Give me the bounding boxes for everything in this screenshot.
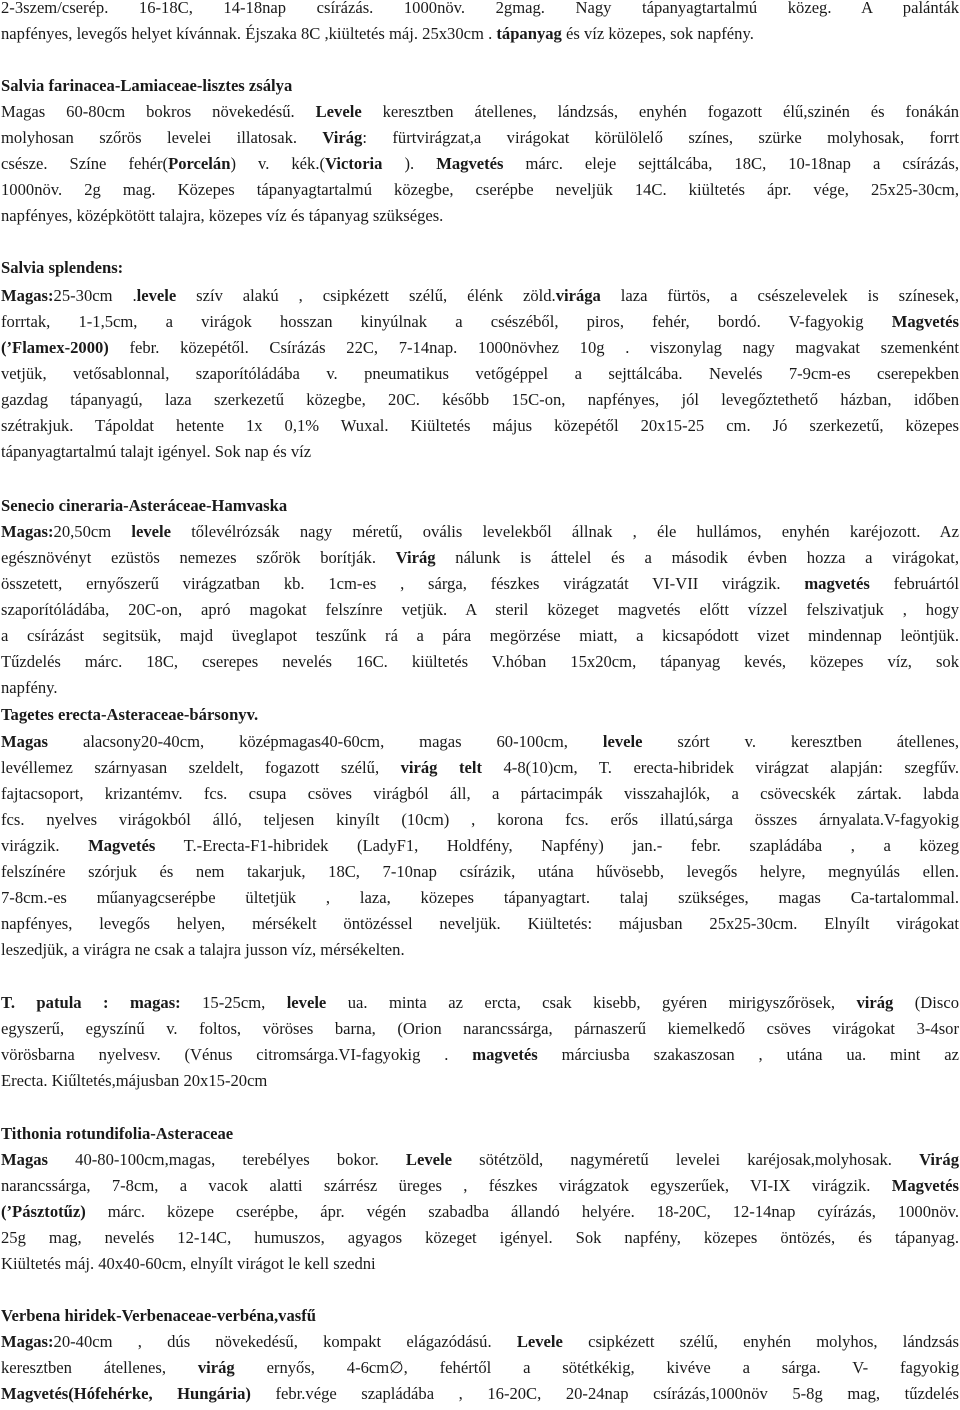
bold-text-run: Virág [395,548,436,567]
text-line [1,782,959,806]
text-run: márc. közepe cserépbe, ápr. végén szabadba állandó helyére. 18-20C, 12-14nap cyírázás, 1000növ. [85,1202,959,1221]
text-run: 15-25cm, [180,993,287,1012]
text-run: : fürtvirágzat,a virágokat körülölelő színes, szürke molyhosak, forrt [362,128,959,147]
text-run: keresztben átellenes, [1,1358,198,1377]
text-run: egésznövényt ezüstös nemezes szőrök borítják. [1,548,396,567]
text-run: alacsony20-40cm, középmagas40-60cm, magas 60-100cm, [48,732,603,751]
text-run: 2-3szem/cserép. 16-18C, 14-18nap csírázás. 1000növ. 2gmag. Nagy tápanyagtartalmú közeg. A palánták [1,0,959,17]
bold-text-run: levele [602,732,643,751]
text-run: a csírázást segitsük, majd üveglapot teszűnk rá a pára megörzése miatt, a kicsapódott vizet mindennap leöntjük. [1,626,959,645]
text-line [1,494,959,518]
bold-text-run: Salvia splendens: [1,258,124,277]
text-run: laza fürtös, a csészelevelek is színesek, [600,286,959,305]
bold-text-run: magvetés [804,574,870,593]
text-run: febr.vége szapládába , 16-20C, 20-24nap csírázás,1000növ 5-8g mag, tűzdelés [250,1384,959,1403]
text-line [1,703,959,727]
text-run: februártól [869,574,959,593]
bold-text-run: Verbena hiridek-Verbenaceae-verbéna,vasfű [1,1306,316,1325]
bold-text-run: virág [197,1358,235,1377]
text-run: nálunk is áttelel és a második évben hozza a virágokat, [435,548,959,567]
text-run: szív alakú , csipkézett szélű, élénk zöld. [176,286,556,305]
text-line [1,100,959,124]
bold-text-run: virág [856,993,894,1012]
text-line [1,546,959,570]
text-run: fcs. nyelves virágokból álló, teljesen kinyílt (10cm) , korona fcs. erős illatú,sárga összes árnyalata.V-fagyokig [1,810,959,829]
text-line [1,1200,959,1224]
text-line [1,834,959,858]
text-line [1,756,959,780]
text-line [1,912,959,936]
text-run: napfényes, levegős helyet kívánnak. Éjszaka 8C ,kiültetés máj. 25x30cm . [1,24,497,43]
text-run: sötétzöld, nagyméretű levelei karéjosak,molyhosak. [452,1150,920,1169]
bold-text-run: Magas: [1,1332,54,1351]
text-line [1,256,959,280]
text-run: forrtak, 1-1,5cm, a virágok hosszan kinyúlnak a csészéből, piros, fehér, bordó. V-fagyokig [1,312,892,331]
bold-text-run: levele [131,522,171,541]
text-line [1,1304,959,1328]
text-run: vetjük, vetősablonnal, szaporítóládába v. pneumatikus vetőgéppel a sejttálcába. Nevelés 7-9cm-es cserepekben [1,364,959,383]
bold-text-run: Magas [1,732,49,751]
bold-text-run: levele [286,993,327,1012]
text-run: virágzik. [1,836,89,855]
text-run: 20-40cm , dús növekedésű, kompakt elágazódású. [53,1332,517,1351]
text-run: napfényes, középkötött talajra, közepes víz és tápanyag szükséges. [1,206,444,225]
text-line [1,1174,959,1198]
text-run: tőlevélrózsák nagy méretű, ovális levelekből állnak , éle hullámos, enyhén karéjozott. Az [170,522,959,541]
text-line [1,938,959,962]
bold-text-run: Magas: [1,522,54,541]
bold-text-run: Levele [405,1150,452,1169]
text-line [1,1226,959,1250]
text-run: csésze. Színe fehér( [1,154,169,173]
text-run: gazdag tápanyagú, laza szerkezetű közegbe, 20C. később 15C-on, napfényes, jól levegőztethető házban, időben [1,390,959,409]
bold-text-run: Magvetés [891,1176,959,1195]
text-line [1,730,959,754]
bold-text-run: Senecio cineraria-Asteráceae-Hamvaska [1,496,288,515]
bold-text-run: Levele [516,1332,563,1351]
text-run: febr. közepétől. Csírázás 22C, 7-14nap. 1000növhez 10g . viszonylag nagy magvakat szemenként [108,338,959,357]
text-line [1,1017,959,1041]
text-line [1,22,959,46]
text-run: 7-8cm.-es műanyagcserépbe ültetjük , laza, közepes tápanyagtart. talaj szükséges, magas Ca-tartalommal. [1,888,959,907]
text-run: összetett, ernyőszerű virágzatban kb. 1cm-es , sárga, fészkes virágzatát VI-VII virágzik. [1,574,805,593]
text-run: 1000növ. 2g mag. Közepes tápanyagtartalmú közegbe, cserépbe neveljük 14C. kiültetés ápr. vége, 25x25-30cm, [1,180,959,199]
bold-text-run: levele [136,286,177,305]
bold-text-run: Levele [315,102,362,121]
text-line [1,1330,959,1354]
text-run: napfény. [1,678,58,697]
bold-text-run: Magas: [1,286,54,305]
text-run: T.-Erecta-F1-hibridek (LadyF1, Holdfény, Napfény) jan.- febr. szapládába , a közeg [155,836,959,855]
bold-text-run: Magvetés [891,312,959,331]
text-run: tápanyagtartalmú talajt igényel. Sok nap és víz [1,442,312,461]
text-line [1,388,959,412]
bold-text-run: Magvetés(Hófehérke, Hungária) [1,1384,251,1403]
text-run: szórt v. keresztben átellenes, [642,732,959,751]
text-line [1,1356,959,1380]
text-run: narancssárga, 7-8cm, a vacok alatti szárrész üreges , fészkes virágzatok egyszerűek, VI-IX virágzik. [1,1176,892,1195]
text-line [1,520,959,544]
text-run: márc. eleje sejttálcába, 18C, 10-18nap a csírázás, [503,154,959,173]
text-line [1,991,959,1015]
text-line [1,1382,959,1406]
text-run: Magas 60-80cm bokros növekedésű. [1,102,316,121]
text-line [1,74,959,98]
text-run: márciusba szakaszosan , utána ua. mint az [537,1045,959,1064]
text-run: szétrakjuk. Tápoldat hetente 1x 0,1% Wuxal. Kiültetés május közepétől 20x15-25 cm. Jó szerkezetű, közepes [1,416,959,435]
text-run: leszedjük, a virágra ne csak a talajra jusson víz, mérsékelten. [1,940,405,959]
text-run: szaporítóládába, 20C-on, apró magokat felszínre vetjük. A steril közeget magvetés előtt vízzel felszivatjuk , hogy [1,600,959,619]
text-run: Kiültetés máj. 40x40-60cm, elnyílt virágot le kell szedni [1,1254,376,1273]
text-line [1,126,959,150]
text-line [1,152,959,176]
bold-text-run: magvetés [472,1045,538,1064]
text-line [1,1043,959,1067]
bold-text-run: (’Pásztotűz) [1,1202,86,1221]
text-run: csipkézett szélű, enyhén molyhos, lándzsás [562,1332,959,1351]
text-run: egyszerű, egyszínű v. foltos, vöröses barna, (Orion narancssárga, párnaszerű kiemelkedő csöves virágokat 3-4sor [1,1019,959,1038]
bold-text-run: Tagetes erecta-Asteraceae-bársonyv. [1,705,259,724]
text-run: napfényes, levegős helyen, mérsékelt öntözéssel neveljük. Kiültetés: májusban 25x25-30cm. Elnyílt virágokat [1,914,959,933]
text-run: 25g mag, nevelés 12-14C, humuszos, agyagos közeget igényel. Sok napfény, közepes öntözés, és tápanyag. [1,1228,959,1247]
text-run: 4-8(10)cm, T. erecta-hibridek virágzat alapján: szegfűv. [482,758,959,777]
bold-text-run: virága [555,286,601,305]
text-run: fajtacsoport, krizantémv. fcs. csupa csöves virágból áll, a pártacimpák visszahajlók, a csövecskék zártak. labda [1,784,959,803]
text-run: ua. minta az ercta, csak kisebb, gyéren mirigyszőrösek, [326,993,857,1012]
text-run: molyhosan szőrös levelei illatosak. [1,128,323,147]
bold-text-run: (’Flamex-2000) [1,338,109,357]
text-line [1,178,959,202]
bold-text-run: Virág [322,128,363,147]
text-run: 40-80-100cm,magas, terebélyes bokor. [48,1150,406,1169]
text-run: Tűzdelés márc. 18C, cserepes nevelés 16C. kiültetés V.hóban 15x20cm, tápanyag kevés, közepes víz, sok [1,652,959,671]
bold-text-run: Victoria [325,154,383,173]
bold-text-run: T. patula : magas: [1,993,181,1012]
text-run: Erecta. Kiűltetés,májusban 20x15-20cm [1,1071,268,1090]
text-line [1,284,959,308]
bold-text-run: Magvetés [436,154,504,173]
text-line [1,1252,959,1276]
bold-text-run: Virág [919,1150,959,1169]
text-run: felszínére szórjuk és nem takarjuk, 18C, 7-10nap csírázik, utána hűvösebb, levegős helyre, megnyúlás ellen. [1,862,959,881]
text-line [1,310,959,334]
text-run: keresztben átellenes, lándzsás, enyhén fogazott élű,szinén és fonákán [361,102,959,121]
text-line [1,414,959,438]
text-line [1,204,959,228]
text-line [1,1148,959,1172]
bold-text-run: tápanyag [496,24,562,43]
text-line [1,362,959,386]
text-line [1,1069,959,1093]
text-line [1,598,959,622]
text-run: 25-30cm . [53,286,137,305]
bold-text-run: virág telt [400,758,482,777]
text-run: és víz közepes, sok napfény. [561,24,754,43]
text-run: vörösbarna nyelvesv. (Vénus citromsárga.VI-fagyokig . [1,1045,473,1064]
text-run: levéllemez szárnyasan szeldelt, fogazott szélű, [1,758,401,777]
text-run: ) v. kék.( [230,154,326,173]
text-line [1,808,959,832]
text-run: (Disco [893,993,959,1012]
text-line [1,440,959,464]
text-line [1,1122,959,1146]
text-line [1,860,959,884]
bold-text-run: Magas [1,1150,49,1169]
text-line [1,886,959,910]
text-line [1,0,959,20]
text-run: 20,50cm [53,522,132,541]
text-run: ernyős, 4-6cm∅, fehértől a sötétkékig, kivéve a sárga. V- fagyokig [234,1358,959,1377]
text-line [1,650,959,674]
bold-text-run: Salvia farinacea-Lamiaceae-lisztes zsálya [1,76,293,95]
text-line [1,336,959,360]
text-line [1,624,959,648]
text-run: ). [382,154,437,173]
bold-text-run: Tithonia rotundifolia-Asteraceae [1,1124,234,1143]
bold-text-run: Magvetés [88,836,156,855]
text-line [1,676,959,700]
bold-text-run: Porcelán [168,154,231,173]
text-line [1,572,959,596]
